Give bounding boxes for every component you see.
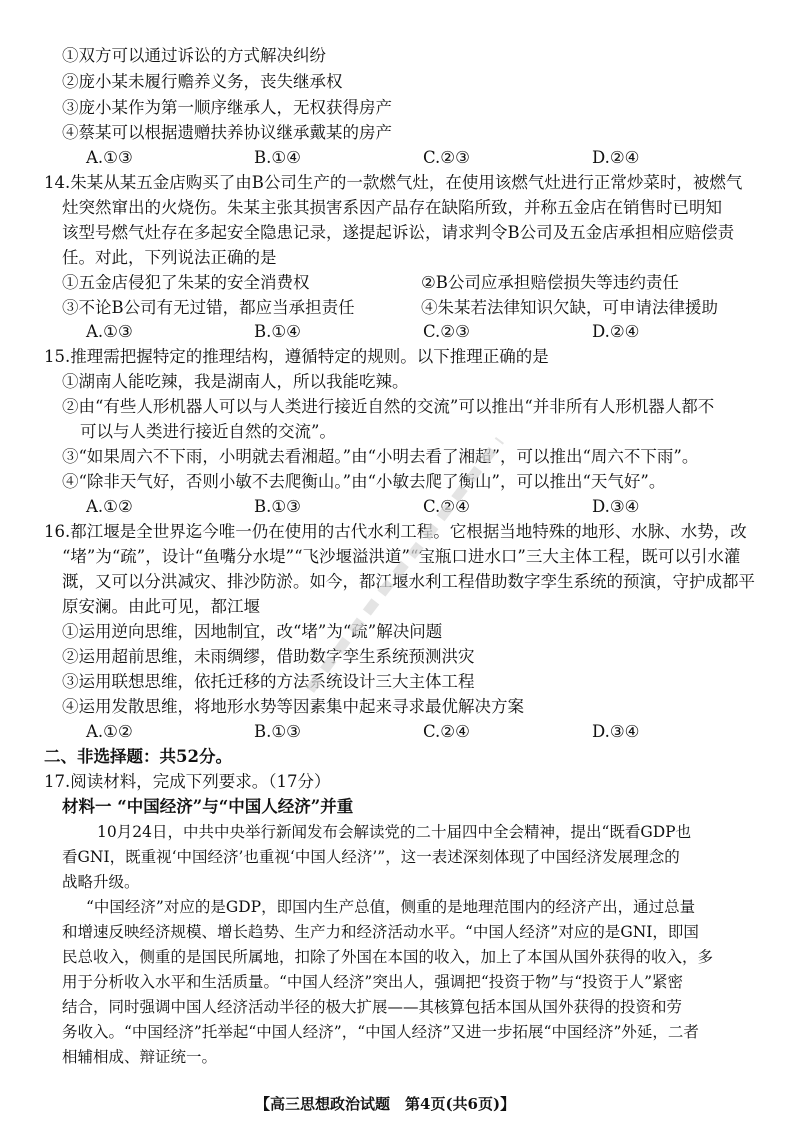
material-1-p1-line-1: 10月24日，中共中央举行新闻发布会解读党的二十届四中全会精神，提出“既看GDP也	[97, 823, 692, 841]
material-1-p1-line-2: 看GNI，既重视‘中国经济’也重视‘中国人经济’”，这一表述深刻体现了中国经济发展理念的	[62, 848, 680, 866]
q16-stem-line-4: 原安澜。由此可见，都江堰	[62, 597, 260, 616]
material-1-p2-line-6: 务收入。“中国经济”托举起“中国人经济”，“中国人经济”又进一步拓展“中国经济”外延，二者	[62, 1023, 699, 1041]
q14-item-3: ③不论B公司有无过错，都应当承担责任	[62, 298, 355, 317]
q15-option-a: A.①②	[86, 497, 133, 516]
material-1-p2-line-1: “中国经济”对应的是GDP，即国内生产总值，侧重的是地理范围内的经济产出，通过总量	[86, 898, 696, 916]
q13-item-4: ④蔡某可以根据遗赠扶养协议继承戴某的房产	[62, 123, 392, 142]
material-1-p2-line-7: 相辅相成、辩证统一。	[62, 1048, 218, 1066]
q13-item-1: ①双方可以通过诉讼的方式解决纠纷	[62, 46, 326, 65]
q15-item-4: ④“除非天气好，否则小敏不去爬衡山。”由“小敏去爬了衡山”，可以推出“天气好”。	[62, 472, 666, 491]
q14-option-c: C.②③	[423, 322, 470, 341]
q16-stem-line-3: 溉，又可以分洪减灾、排沙防淤。如今，都江堰水利工程借助数字孪生系统的预演，守护成都平	[62, 572, 755, 591]
q15-item-2: ②由“有些人形机器人可以与人类进行接近自然的交流”可以推出“并非所有人形机器人都不	[62, 397, 715, 416]
q14-stem-line-4: 任。对此，下列说法正确的是	[62, 248, 277, 267]
q16-item-1: ①运用逆向思维，因地制宜，改“堵”为“疏”解决问题	[62, 622, 443, 641]
q14-stem-line-3: 该型号燃气灶存在多起安全隐患记录，遂提起诉讼，请求判令B公司及五金店承担相应赔偿责	[62, 223, 735, 242]
q15-item-2-cont: 可以与人类进行接近自然的交流”。	[80, 422, 336, 441]
q14-item-1: ①五金店侵犯了朱某的安全消费权	[62, 273, 310, 292]
q17-stem: 17.阅读材料，完成下列要求。（17分）	[44, 772, 331, 791]
q15-option-c: C.②④	[423, 497, 470, 516]
q14-stem-line-1: 14.朱某从某五金店购买了由B公司生产的一款燃气灶，在使用该燃气灶进行正常炒菜时，被燃气	[44, 173, 743, 192]
material-1-title: 材料一 “中国经济”与“中国人经济”并重	[62, 797, 354, 816]
q16-option-d: D.③④	[592, 722, 640, 741]
q14-stem-line-2: 灶突然窜出的火烧伤。朱某主张其损害系因产品存在缺陷所致，并称五金店在销售时已明知	[62, 198, 722, 217]
q14-option-b: B.①④	[254, 322, 301, 341]
material-1-p2-line-4: 用于分析收入水平和生活质量。“中国人经济”突出人，强调把“投资于物”与“投资于人”紧密	[62, 973, 684, 991]
q15-option-b: B.①③	[254, 497, 301, 516]
q16-stem-line-1: 16.都江堰是全世界迄今唯一仍在使用的古代水利工程。它根据当地特殊的地形、水脉、水势，改	[44, 522, 747, 541]
q16-item-3: ③运用联想思维，依托迁移的方法系统设计三大主体工程	[62, 672, 475, 691]
material-1-p1-line-3: 战略升级。	[62, 873, 140, 891]
material-1-p2-line-5: 结合，同时强调中国人经济活动半径的极大扩展——其核算包括本国从国外获得的投资和劳	[62, 998, 683, 1016]
q13-option-c: C.②③	[423, 148, 470, 167]
material-1-p2-line-2: 和增速反映经济规模、增长趋势、生产力和经济活动水平。“中国人经济”对应的是GNI，即国	[62, 923, 699, 941]
q14-item-4: ④朱某若法律知识欠缺，可申请法律援助	[421, 298, 718, 317]
q16-item-2: ②运用超前思维，未雨绸缪，借助数字孪生系统预测洪灾	[62, 647, 475, 666]
q16-option-a: A.①②	[86, 722, 133, 741]
section-title: 二、非选择题：共52分。	[44, 747, 232, 766]
q14-item-2: ②B公司应承担赔偿损失等违约责任	[421, 273, 679, 292]
q13-item-3: ③庞小某作为第一顺序继承人，无权获得房产	[62, 98, 392, 117]
q14-option-d: D.②④	[592, 322, 640, 341]
q13-option-a: A.①③	[86, 148, 133, 167]
q15-stem: 15.推理需把握特定的推理结构，遵循特定的规则。以下推理正确的是	[44, 347, 549, 366]
q16-option-b: B.①③	[254, 722, 301, 741]
q16-stem-line-2: “堵”为“疏”，设计“鱼嘴分水堤”“飞沙堰溢洪道”“宝瓶口进水口”三大主体工程，既可以引水灌	[62, 547, 741, 566]
material-1-p2-line-3: 民总收入，侧重的是国民所属地，扣除了外国在本国的收入，加上了本国从国外获得的收入，多	[62, 948, 714, 966]
q15-item-1: ①湖南人能吃辣，我是湖南人，所以我能吃辣。	[62, 372, 409, 391]
page-footer: 【高三思想政治试题 第4页(共6页)】	[255, 1095, 516, 1113]
q13-option-d: D.②④	[592, 148, 640, 167]
q13-item-2: ②庞小某未履行赡养义务，丧失继承权	[62, 72, 343, 91]
q14-option-a: A.①③	[86, 322, 133, 341]
q16-item-4: ④运用发散思维，将地形水势等因素集中起来寻求最优解决方案	[62, 697, 524, 716]
q16-option-c: C.②④	[423, 722, 470, 741]
q15-item-3: ③“如果周六不下雨，小明就去看湘超。”由“小明去看了湘超”，可以推出“周六不下雨”。	[62, 447, 699, 466]
q13-option-b: B.①④	[254, 148, 301, 167]
q15-option-d: D.③④	[592, 497, 640, 516]
